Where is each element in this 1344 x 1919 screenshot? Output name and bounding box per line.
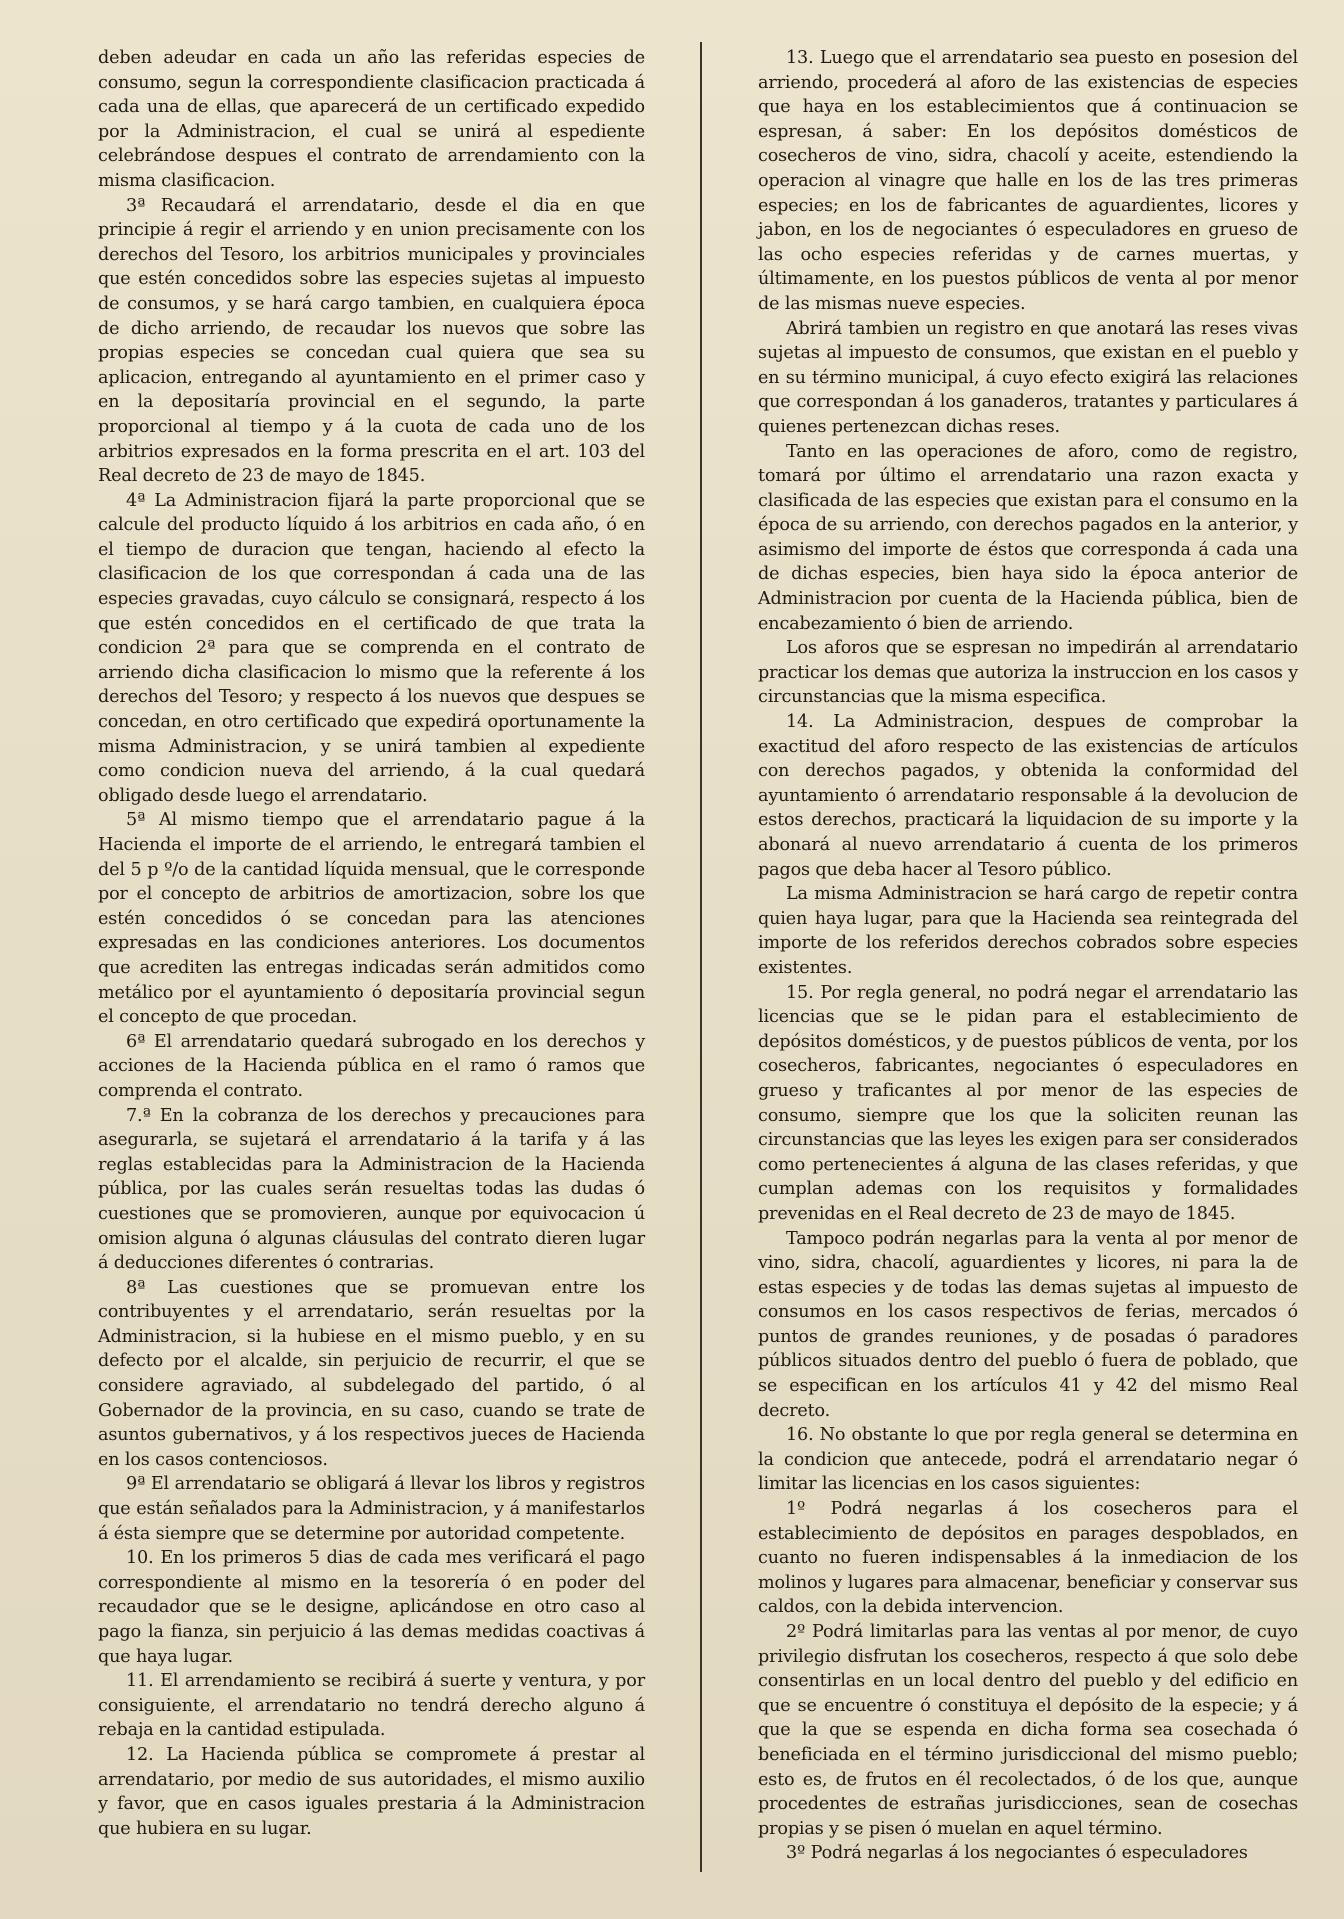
paragraph: Tampoco podrán negarlas para la venta al por menor de vino, sidra, chacolí, aguardientes y licores, ni para la de estas especies y de todas las demas sujetas al impuesto de consumos en los casos respectivos de ferias, mercados ó puntos de grandes reuniones, y de posadas ó paradores públicos situados dentro del pueblo ó fuera de poblado, que se especifican en los artículos 41 y 42 del mismo Real decreto. xyxy=(758,1228,1298,1421)
paragraph: Tanto en las operaciones de aforo, como de registro, tomará por último el arrendatario una razon exacta y clasificada de las especies que existan para el consumo en la época de su arriendo, con derechos pagados en la anterior, y asimismo del importe de éstos que corresponda á cada una de dichas especies, bien haya sido la época anterior de Administracion por cuenta de la Hacienda pública, bien de encabezamiento ó bien de arriendo. xyxy=(758,441,1298,634)
paragraph: 6ª El arrendatario quedará subrogado en los derechos y acciones de la Hacienda pública en el ramo ó ramos que comprenda el contrato. xyxy=(98,1031,645,1101)
right-column xyxy=(758,46,1298,1866)
paragraph: 3ª Recaudará el arrendatario, desde el dia en que principie á regir el arriendo y en union precisamente con los derechos del Tesoro, los arbitrios municipales y provinciales que estén concedidos sobre las especies sujetas al impuesto de consumos, y se hará cargo tambien, en cualquiera época de dicho arriendo, de recaudar los nuevos que sobre las propias especies se concedan cual quiera que sea su aplicacion, entregando al ayuntamiento en el primer caso y en la depositaría provincial en el segundo, la parte proporcional al tiempo y á la cuota de cada uno de los arbitrios expresados en la forma prescrita en el art. 103 del Real decreto de 23 de mayo de 1845. xyxy=(98,195,645,487)
paragraph: 9ª El arrendatario se obligará á llevar los libros y registros que están señalados para la Administracion, y á manifestarlos á ésta siempre que se determine por autoridad competente. xyxy=(98,1474,645,1544)
left-column xyxy=(98,46,645,1841)
paragraph: 14. La Administracion, despues de comprobar la exactitud del aforo respecto de las existencias de artículos con derechos pagados, y obtenida la conformidad del ayuntamiento ó arrendatario responsable á la devolucion de estos derechos, practicará la liquidacion de su importe y la abonará al nuevo arrendatario á cuenta de los primeros pagos que deba hacer al Tesoro público. xyxy=(758,712,1298,880)
paragraph: 2º Podrá limitarlas para las ventas al por menor, de cuyo privilegio disfrutan los cosecheros, respecto á que solo debe consentirlas en un local dentro del pueblo y del edificio en que se encuentre ó constituya el depósito de la especie; y á que la que se espenda en dicha forma sea cosechada ó beneficiada en el término jurisdiccional del mismo pueblo; esto es, de frutos en él recolectados, ó de los que, aunque procedentes de estrañas jurisdicciones, sean de cosechas propias y se pisen ó muelan en aquel término. xyxy=(758,1622,1298,1839)
paragraph: Abrirá tambien un registro en que anotará las reses vivas sujetas al impuesto de consumos, que existan en el pueblo y en su término municipal, á cuyo efecto exigirá las relaciones que correspondan á los ganaderos, tratantes y particulares á quienes pertenezcan dichas reses. xyxy=(758,318,1298,437)
paragraph: 1º Podrá negarlas á los cosecheros para el establecimiento de depósitos en parages despoblados, en cuanto no fueren indispensables á la inmediacion de los molinos y lugares para almacenar, beneficiar y conservar sus caldos, con la debida intervencion. xyxy=(758,1499,1298,1618)
paragraph: 4ª La Administracion fijará la parte proporcional que se calcule del producto líquido á los arbitrios en cada año, ó en el tiempo de duracion que tengan, haciendo al efecto la clasificacion de los que correspondan á cada una de las especies gravadas, cuyo cálculo se consignará, respecto á los que estén concedidos en el certificado de que trata la condicion 2ª para que se comprenda en el contrato de arriendo dicha clasificacion lo mismo que la referente á los derechos del Tesoro; y respecto á los nuevos que despues se concedan, en otro certificado que expedirá oportunamente la misma Administracion, y se unirá tambien al expediente como condicion nueva del arriendo, á la cual quedará obligado desde luego el arrendatario. xyxy=(98,490,645,806)
paragraph: 11. El arrendamiento se recibirá á suerte y ventura, y por consiguiente, el arrendatario no tendrá derecho alguno á rebaja en la cantidad estipulada. xyxy=(98,1671,645,1741)
paragraph: La misma Administracion se hará cargo de repetir contra quien haya lugar, para que la Hacienda sea reintegrada del importe de los referidos derechos cobrados sobre especies existentes. xyxy=(758,884,1298,978)
paragraph: 13. Luego que el arrendatario sea puesto en posesion del arriendo, procederá al aforo de las existencias de especies que haya en los establecimientos que á continuacion se espresan, á saber: En los depósitos domésticos de cosecheros de vino, sidra, chacolí y aceite, estendiendo la operacion al vinagre que halle en los de las tres primeras especies; en los de fabricantes de aguardientes, licores y jabon, en los de negociantes ó especuladores en grueso de las ocho especies referidas y de carnes muertas, y últimamente, en los puestos públicos de venta al por menor de las mismas nueve especies. xyxy=(758,48,1298,314)
paragraph: deben adeudar en cada un año las referidas especies de consumo, segun la correspondiente clasificacion practicada á cada una de ellas, que aparecerá de un certificado expedido por la Administracion, el cual se unirá al espediente celebrándose despues el contrato de arrendamiento con la misma clasificacion. xyxy=(98,48,645,191)
paragraph: 15. Por regla general, no podrá negar el arrendatario las licencias que se le pidan para el establecimiento de depósitos domésticos, y de puestos públicos de venta, por los cosecheros, fabricantes, negociantes ó especuladores en grueso y traficantes al por menor de las especies de consumo, siempre que los que la soliciten reunan las circunstancias que las leyes les exigen para ser considerados como pertenecientes á alguna de las clases referidas, y que cumplan ademas con los requisitos y formalidades prevenidas en el Real decreto de 23 de mayo de 1845. xyxy=(758,982,1298,1224)
paragraph: 10. En los primeros 5 dias de cada mes verificará el pago correspondiente al mismo en la tesorería ó en poder del recaudador que se le designe, aplicándose en otro caso al pago la fianza, sin perjuicio á las demas medidas coactivas á que haya lugar. xyxy=(98,1548,645,1667)
paragraph: 5ª Al mismo tiempo que el arrendatario pague á la Hacienda el importe de el arriendo, le entregará tambien el del 5 p º/o de la cantidad líquida mensual, que le corresponde por el concepto de arbitrios de amortizacion, sobre los que estén concedidos ó se concedan para las atenciones expresadas en las condiciones anteriores. Los documentos que acrediten las entregas indicadas serán admitidos como metálico por el ayuntamiento ó depositaría provincial segun el concepto de que procedan. xyxy=(98,810,645,1028)
column-divider xyxy=(700,42,702,1872)
paragraph: 16. No obstante lo que por regla general se determina en la condicion que antecede, podrá el arrendatario negar ó limitar las licencias en los casos siguientes: xyxy=(758,1425,1298,1495)
paragraph: 3º Podrá negarlas á los negociantes ó especuladores xyxy=(786,1843,1248,1864)
paragraph: Los aforos que se espresan no impedirán al arrendatario practicar los demas que autoriza la instruccion en los casos y circunstancias que la misma especifica. xyxy=(758,638,1298,708)
paragraph: 12. La Hacienda pública se compromete á prestar al arrendatario, por medio de sus autoridades, el mismo auxilio y favor, que en casos iguales prestaria á la Administracion que hubiera en su lugar. xyxy=(98,1744,645,1839)
paragraph: 7.ª En la cobranza de los derechos y precauciones para asegurarla, se sujetará el arrendatario á la tarifa y á las reglas establecidas para la Administracion de la Hacienda pública, por las cuales serán resueltas todas las dudas ó cuestiones que se promovieren, aunque por equivocacion ú omision alguna ó algunas cláusulas del contrato dieren lugar á deducciones diferentes ó contrarias. xyxy=(98,1105,645,1274)
paragraph: 8ª Las cuestiones que se promuevan entre los contribuyentes y el arrendatario, serán resueltas por la Administracion, si la hubiese en el mismo pueblo, y en su defecto por el alcalde, sin perjuicio de recurrir, el que se considere agraviado, al subdelegado del partido, ó al Gobernador de la provincia, en su caso, cuando se trate de asuntos gubernativos, y á los respectivos jueces de Hacienda en los casos contenciosos. xyxy=(98,1277,645,1470)
